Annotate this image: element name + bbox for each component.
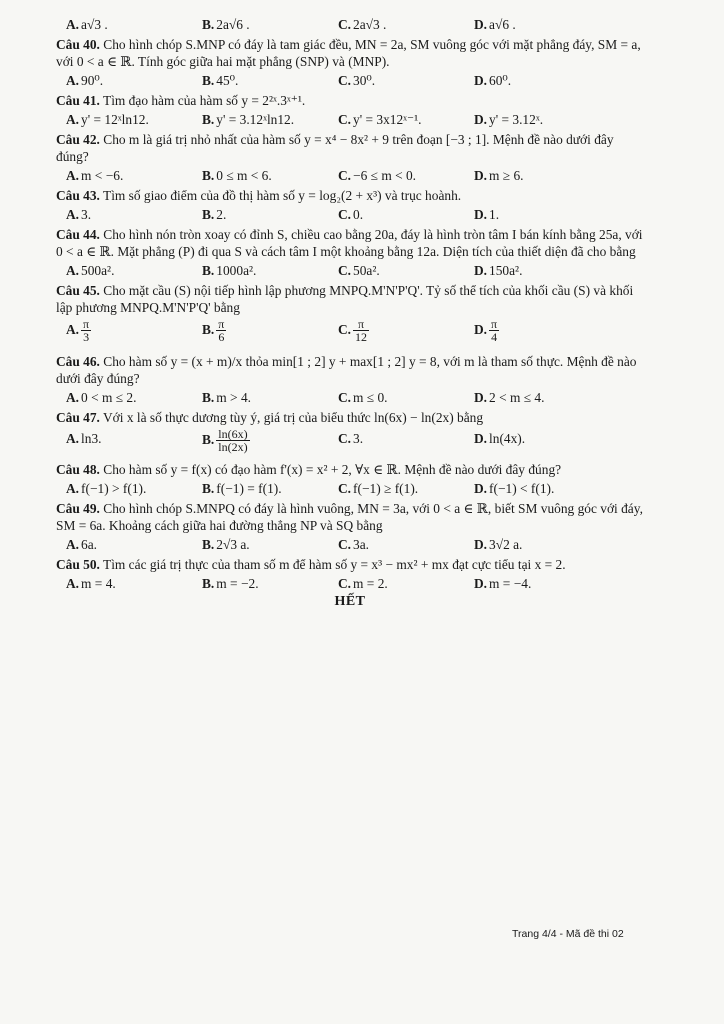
q42-options — [56, 167, 644, 184]
option-c: C. −6 ≤ m < 0. — [338, 168, 417, 183]
question-43: Câu 43. Tìm số giao điểm của đồ thị hàm số y = log₂(2 + x³) và trục hoành. — [56, 188, 462, 203]
option-d: D. 1. — [474, 207, 500, 222]
question-49: Câu 49. Cho hình chóp S.MNPQ có đáy là hình vuông, MN = 3a, với 0 < a ∈ ℝ, biết SM vuông góc với đáy, SM = 6a. Khoảng cách giữa hai đường thẳng NP và SQ bằng — [56, 501, 643, 533]
option-d: D. 150a². — [474, 263, 523, 278]
option-a: A. y' = 12ˣln12. — [66, 112, 149, 127]
question-46: Câu 46. Cho hàm số y = (x + m)/x thỏa min[1 ; 2] y + max[1 ; 2] y = 8, với m là tham số thực. Mệnh đề nào dưới đây đúng? — [56, 354, 637, 386]
option-d: D. m ≥ 6. — [474, 168, 524, 183]
question-44: Câu 44. Cho hình nón tròn xoay có đỉnh S, chiều cao bằng 20a, đáy là hình tròn tâm I bán kính bằng 25a, với 0 < a ∈ ℝ. Mặt phẳng (P) đi qua S và cách tâm I một khoảng bằng 12a. Diện tích của thiết diện đã cho bằng — [56, 227, 643, 259]
option-d: D. 3√2 a. — [474, 537, 523, 552]
option-a: A. ln3. — [66, 431, 102, 446]
q44-options — [56, 262, 644, 279]
question-40: Câu 40. Cho hình chóp S.MNP có đáy là tam giác đều, MN = 2a, SM vuông góc với mặt phẳng đáy, SM = a, với 0 < a ∈ ℝ. Tính góc giữa hai mặt phẳng (SNP) và (MNP). — [56, 37, 641, 69]
option-b: B. $\frac{\ln(6x)}{\ln(2x)}$ — [202, 427, 248, 454]
question-50: Câu 50. Tìm các giá trị thực của tham số m để hàm số y = x³ − mx² + mx đạt cực tiểu tại x = 2. — [56, 557, 566, 572]
option-c: C. 30⁰. — [338, 73, 376, 88]
fraction: $\frac{\pi}{6}$ — [218, 317, 225, 344]
fraction: $\frac{\pi}{3}$ — [83, 317, 90, 344]
option-c: C. m ≤ 0. — [338, 390, 388, 405]
option-a: A. m < −6. — [66, 168, 124, 183]
option-c: C. 3. — [338, 431, 364, 446]
option-a: A. f(−1) > f(1). — [66, 481, 147, 496]
question-41: Câu 41. Tìm đạo hàm của hàm số y = 2²ˣ.3ˣ⁺¹. — [56, 93, 306, 108]
option-a: A. a√3 . — [66, 17, 108, 32]
option-c: C. 3a. — [338, 537, 370, 552]
option-a: A. 90⁰. — [66, 73, 104, 88]
option-b: B. 2a√6 . — [202, 17, 250, 32]
option-b: B. 2. — [202, 207, 227, 222]
option-a: A. 0 < m ≤ 2. — [66, 390, 137, 405]
option-b: B. m > 4. — [202, 390, 251, 405]
option-a: A. m = 4. — [66, 576, 116, 591]
q41-options — [56, 111, 644, 128]
q49-options — [56, 536, 644, 553]
q47-options — [56, 428, 644, 453]
questions-container — [56, 14, 644, 610]
option-b: B. 0 ≤ m < 6. — [202, 168, 272, 183]
end-marker: HẾT — [334, 594, 366, 609]
question-42: Câu 42. Cho m là giá trị nhỏ nhất của hàm số y = x⁴ − 8x² + 9 trên đoạn [−3 ; 1]. Mệnh đề nào dưới đây đúng? — [56, 132, 614, 164]
q50-options — [56, 575, 644, 592]
page-footer: Trang 4/4 - Mã đề thi 02 — [512, 928, 624, 940]
q46-options — [56, 389, 644, 406]
option-c: C. 50a². — [338, 263, 380, 278]
option-d: D. 2 < m ≤ 4. — [474, 390, 545, 405]
option-d: D. f(−1) < f(1). — [474, 481, 555, 496]
option-c: C. f(−1) ≥ f(1). — [338, 481, 419, 496]
question-48: Câu 48. Cho hàm số y = f(x) có đạo hàm f'(x) = x² + 2, ∀x ∈ ℝ. Mệnh đề nào dưới đây đúng? — [56, 462, 562, 477]
fraction: $\frac{\pi}{12}$ — [355, 317, 368, 344]
option-a: A. 500a². — [66, 263, 115, 278]
option-d: D. m = −4. — [474, 576, 532, 591]
option-d: D. a√6 . — [474, 17, 516, 32]
option-a: A. 3. — [66, 207, 92, 222]
option-a: A. $\frac{\pi}{3}$ — [66, 317, 90, 344]
option-d: D. $\frac{\pi}{4}$ — [474, 317, 498, 344]
option-c: C. 2a√3 . — [338, 17, 387, 32]
option-b: B. f(−1) = f(1). — [202, 481, 282, 496]
question-45: Câu 45. Cho mặt cầu (S) nội tiếp hình lập phương MNPQ.M'N'P'Q'. Tỷ số thể tích của khối cầu (S) và khối lập phương MNPQ.M'N'P'Q' bằng — [56, 283, 634, 315]
question-47: Câu 47. Với x là số thực dương tùy ý, giá trị của biểu thức ln(6x) − ln(2x) bằng — [56, 410, 484, 425]
option-c: C. y' = 3x12ˣ⁻¹. — [338, 112, 422, 127]
option-b: B. m = −2. — [202, 576, 259, 591]
q40-options — [56, 72, 644, 89]
q48-options — [56, 480, 644, 497]
option-d: D. ln(4x). — [474, 431, 526, 446]
option-c: C. 0. — [338, 207, 364, 222]
option-b: B. $\frac{\pi}{6}$ — [202, 317, 225, 344]
fraction: $\frac{\ln(6x)}{\ln(2x)}$ — [218, 427, 248, 454]
q43-options — [56, 206, 644, 223]
option-c: C. $\frac{\pi}{12}$ — [338, 317, 368, 344]
option-b: B. 1000a². — [202, 263, 257, 278]
option-a: A. 6a. — [66, 537, 98, 552]
option-c: C. m = 2. — [338, 576, 388, 591]
option-b: B. 45⁰. — [202, 73, 239, 88]
fraction: $\frac{\pi}{4}$ — [491, 317, 498, 344]
option-d: D. 60⁰. — [474, 73, 512, 88]
option-b: B. 2√3 a. — [202, 537, 250, 552]
q39-options — [56, 16, 644, 33]
option-b: B. y' = 3.12ˣln12. — [202, 112, 295, 127]
option-d: D. y' = 3.12ˣ. — [474, 112, 544, 127]
q45-options — [56, 318, 644, 343]
